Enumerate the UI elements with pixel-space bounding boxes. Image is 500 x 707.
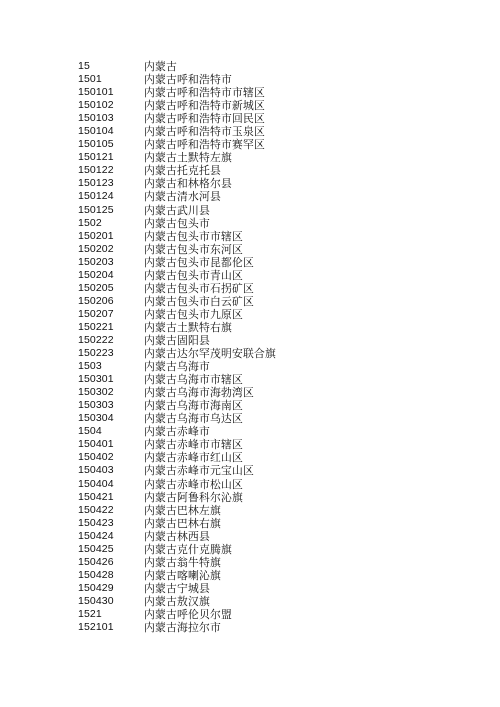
region-code: 150423 [78,516,114,529]
region-name: 内蒙古包头市 [144,216,210,230]
region-name: 内蒙古喀喇沁旗 [144,568,221,582]
table-row [78,230,338,243]
region-code: 150302 [78,386,114,399]
region-code: 150204 [78,268,114,281]
table-row [78,438,338,451]
region-name: 内蒙古克什克腾旗 [144,542,232,556]
region-name: 内蒙古乌海市海南区 [144,399,243,413]
region-code: 150430 [78,594,114,607]
table-row [78,386,338,399]
table-row [78,243,338,256]
region-name: 内蒙古土默特左旗 [144,151,232,165]
table-row [78,425,338,438]
region-name: 内蒙古土默特右旗 [144,320,232,334]
region-name: 内蒙古呼伦贝尔盟 [144,607,232,621]
region-code: 150301 [78,373,114,386]
region-name: 内蒙古包头市东河区 [144,242,243,256]
region-code: 1502 [78,216,102,229]
region-code-table [78,60,338,634]
table-row [78,86,338,99]
region-code: 152101 [78,621,114,634]
region-name: 内蒙古清水河县 [144,190,221,204]
region-name: 内蒙古翁牛特旗 [144,555,221,569]
region-name: 内蒙古阿鲁科尔沁旗 [144,490,243,504]
region-name: 内蒙古呼和浩特市回民区 [144,112,265,126]
region-code: 15 [78,60,90,72]
region-name: 内蒙古赤峰市市辖区 [144,438,243,452]
table-row [78,373,338,386]
region-code: 150102 [78,99,114,112]
region-name: 内蒙古固阳县 [144,333,210,347]
region-code: 150425 [78,542,114,555]
region-name: 内蒙古赤峰市 [144,425,210,439]
table-row [78,177,338,190]
table-row [78,556,338,569]
region-code: 150201 [78,229,114,242]
region-code: 150422 [78,503,114,516]
region-code: 150428 [78,568,114,581]
region-code: 150402 [78,451,114,464]
region-code: 150404 [78,477,114,490]
region-code: 150403 [78,464,114,477]
region-name: 内蒙古赤峰市松山区 [144,477,243,491]
region-code: 150205 [78,281,114,294]
region-name: 内蒙古巴林右旗 [144,516,221,530]
region-code: 150101 [78,86,114,99]
table-row [78,347,338,360]
region-code: 150206 [78,294,114,307]
region-code: 150125 [78,203,114,216]
region-name: 内蒙古包头市昆都伦区 [144,255,254,269]
table-row [78,125,338,138]
region-name: 内蒙古乌海市乌达区 [144,412,243,426]
region-code: 150429 [78,581,114,594]
region-name: 内蒙古包头市青山区 [144,268,243,282]
table-row [78,73,338,86]
region-code: 150303 [78,399,114,412]
table-row [78,595,338,608]
region-name: 内蒙古包头市九原区 [144,307,243,321]
region-name: 内蒙古武川县 [144,203,210,217]
table-row [78,282,338,295]
region-name: 内蒙古巴林左旗 [144,503,221,517]
region-code: 1503 [78,360,102,373]
table-row [78,608,338,621]
region-name: 内蒙古赤峰市红山区 [144,451,243,465]
region-code: 1521 [78,607,102,620]
table-row [78,543,338,556]
region-code: 150203 [78,255,114,268]
table-row [78,569,338,582]
region-name: 内蒙古乌海市市辖区 [144,373,243,387]
table-row [78,621,338,634]
region-code: 150207 [78,307,114,320]
table-row [78,491,338,504]
table-row [78,112,338,125]
region-name: 内蒙古 [144,60,177,73]
region-name: 内蒙古和林格尔县 [144,177,232,191]
table-row [78,399,338,412]
table-row [78,60,338,73]
table-row [78,478,338,491]
region-code: 150421 [78,490,114,503]
region-code: 150104 [78,125,114,138]
table-row [78,504,338,517]
table-row [78,190,338,203]
region-code: 150123 [78,177,114,190]
region-name: 内蒙古林西县 [144,529,210,543]
table-row [78,517,338,530]
region-name: 内蒙古包头市石拐矿区 [144,281,254,295]
region-code: 1504 [78,425,102,438]
table-row [78,204,338,217]
region-code: 150426 [78,555,114,568]
region-code: 150223 [78,347,114,360]
region-name: 内蒙古达尔罕茂明安联合旗 [144,347,276,361]
table-row [78,360,338,373]
region-name: 内蒙古乌海市海勃湾区 [144,386,254,400]
region-code: 150202 [78,242,114,255]
table-row [78,451,338,464]
region-code: 150222 [78,333,114,346]
table-row [78,295,338,308]
table-row [78,530,338,543]
table-row [78,269,338,282]
region-name: 内蒙古敖汉旗 [144,594,210,608]
table-row [78,412,338,425]
region-code: 150122 [78,164,114,177]
region-name: 内蒙古托克托县 [144,164,221,178]
region-code: 1501 [78,73,102,86]
region-code: 150121 [78,151,114,164]
table-row [78,464,338,477]
table-row [78,138,338,151]
region-code: 150105 [78,138,114,151]
table-row [78,321,338,334]
region-name: 内蒙古呼和浩特市新城区 [144,99,265,113]
region-name: 内蒙古呼和浩特市玉泉区 [144,125,265,139]
region-name: 内蒙古呼和浩特市市辖区 [144,86,265,100]
region-code: 150424 [78,529,114,542]
region-name: 内蒙古海拉尔市 [144,621,221,635]
region-name: 内蒙古呼和浩特市赛罕区 [144,138,265,152]
region-code: 150124 [78,190,114,203]
table-row [78,308,338,321]
region-name: 内蒙古包头市白云矿区 [144,294,254,308]
region-name: 内蒙古乌海市 [144,360,210,374]
region-name: 内蒙古包头市市辖区 [144,229,243,243]
table-row [78,151,338,164]
table-row [78,256,338,269]
region-code: 150304 [78,412,114,425]
region-code: 150401 [78,438,114,451]
region-code: 150103 [78,112,114,125]
table-row [78,217,338,230]
region-name: 内蒙古呼和浩特市 [144,73,232,87]
table-row [78,582,338,595]
table-row [78,99,338,112]
region-name: 内蒙古宁城县 [144,581,210,595]
region-name: 内蒙古赤峰市元宝山区 [144,464,254,478]
region-code: 150221 [78,320,114,333]
table-row [78,164,338,177]
table-row [78,334,338,347]
